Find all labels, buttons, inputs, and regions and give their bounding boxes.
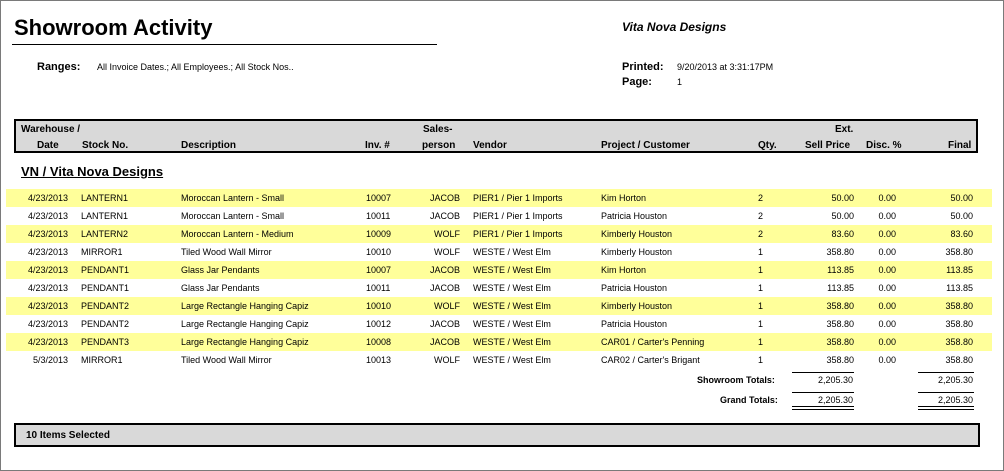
grand-sell-double-rule-2 xyxy=(792,409,854,410)
grand-final-double-rule-2 xyxy=(918,409,974,410)
table-row xyxy=(6,189,992,207)
table-row xyxy=(6,279,992,297)
row-description: Moroccan Lantern - Small xyxy=(181,193,285,203)
table-row xyxy=(6,243,992,261)
row-vendor: WESTE / West Elm xyxy=(473,247,551,257)
row-disc: 0.00 xyxy=(878,193,896,203)
row-customer: CAR02 / Carter's Brigant xyxy=(601,355,700,365)
row-customer: Patricia Houston xyxy=(601,319,668,329)
row-vendor: PIER1 / Pier 1 Imports xyxy=(473,229,563,239)
row-date: 4/23/2013 xyxy=(27,247,68,257)
showroom-final-total: 2,205.30 xyxy=(937,375,973,385)
row-vendor: WESTE / West Elm xyxy=(473,283,551,293)
row-final: 358.80 xyxy=(945,301,973,311)
row-description: Glass Jar Pendants xyxy=(181,283,260,293)
row-invoice: 10012 xyxy=(366,319,392,329)
table-row xyxy=(6,261,992,279)
row-description: Large Rectangle Hanging Capiz xyxy=(181,319,309,329)
showroom-final-rule xyxy=(918,372,974,373)
row-disc: 0.00 xyxy=(878,355,896,365)
row-vendor: PIER1 / Pier 1 Imports xyxy=(473,193,563,203)
printed-label: Printed: xyxy=(622,61,664,73)
row-date: 4/23/2013 xyxy=(27,229,68,239)
title-underline xyxy=(12,44,437,45)
row-qty: 1 xyxy=(758,265,764,275)
row-customer: Kimberly Houston xyxy=(601,301,673,311)
column-header-ext: Ext. xyxy=(835,124,854,135)
row-customer: CAR01 / Carter's Penning xyxy=(601,337,705,347)
row-salesperson: WOLF xyxy=(434,355,460,365)
row-final: 50.00 xyxy=(950,211,973,221)
row-disc: 0.00 xyxy=(878,319,896,329)
company-name: Vita Nova Designs xyxy=(622,20,727,34)
row-qty: 1 xyxy=(758,247,764,257)
row-salesperson: JACOB xyxy=(429,193,460,203)
group-title: VN / Vita Nova Designs xyxy=(21,164,164,179)
row-customer: Patricia Houston xyxy=(601,211,668,221)
row-salesperson: JACOB xyxy=(429,319,460,329)
row-disc: 0.00 xyxy=(878,211,896,221)
row-customer: Kimberly Houston xyxy=(601,247,673,257)
row-salesperson: JACOB xyxy=(429,337,460,347)
row-salesperson: JACOB xyxy=(429,283,460,293)
column-header-vendor: Vendor xyxy=(473,140,507,151)
row-final: 358.80 xyxy=(945,337,973,347)
items-selected-count: 10 Items Selected xyxy=(26,430,110,441)
row-date: 4/23/2013 xyxy=(27,211,68,221)
row-invoice: 10007 xyxy=(366,265,392,275)
row-vendor: WESTE / West Elm xyxy=(473,319,551,329)
row-invoice: 10010 xyxy=(366,247,392,257)
showroom-sell-total: 2,205.30 xyxy=(817,375,853,385)
table-row xyxy=(6,225,992,243)
row-final: 50.00 xyxy=(950,193,973,203)
row-invoice: 10007 xyxy=(366,193,392,203)
row-date: 4/23/2013 xyxy=(27,283,68,293)
column-header-qty: Qty. xyxy=(758,140,777,151)
row-description: Tiled Wood Wall Mirror xyxy=(181,247,272,257)
row-invoice: 10013 xyxy=(366,355,392,365)
row-qty: 1 xyxy=(758,355,764,365)
row-qty: 1 xyxy=(758,301,764,311)
row-final: 83.60 xyxy=(950,229,973,239)
column-header-date: Date xyxy=(37,140,59,151)
row-customer: Kim Horton xyxy=(601,193,647,203)
table-row xyxy=(6,333,992,351)
row-description: Glass Jar Pendants xyxy=(181,265,260,275)
row-stock-no: PENDANT2 xyxy=(81,301,130,311)
grand-sell-total: 2,205.30 xyxy=(817,395,853,405)
page-value: 1 xyxy=(677,77,683,87)
grand-final-total: 2,205.30 xyxy=(937,395,973,405)
row-final: 358.80 xyxy=(945,355,973,365)
row-sell-price: 358.80 xyxy=(826,301,854,311)
row-disc: 0.00 xyxy=(878,247,896,257)
row-customer: Patricia Houston xyxy=(601,283,668,293)
row-stock-no: LANTERN1 xyxy=(81,193,129,203)
row-date: 4/23/2013 xyxy=(27,337,68,347)
row-vendor: WESTE / West Elm xyxy=(473,355,551,365)
table-row xyxy=(6,207,992,225)
column-header-disc: Disc. % xyxy=(866,140,902,151)
row-stock-no: PENDANT2 xyxy=(81,319,130,329)
row-stock-no: PENDANT1 xyxy=(81,283,130,293)
row-disc: 0.00 xyxy=(878,337,896,347)
row-final: 358.80 xyxy=(945,319,973,329)
row-salesperson: JACOB xyxy=(429,265,460,275)
column-header-final: Final xyxy=(948,140,972,151)
row-sell-price: 113.85 xyxy=(827,265,854,275)
row-qty: 2 xyxy=(758,193,764,203)
row-qty: 2 xyxy=(758,211,764,221)
row-invoice: 10008 xyxy=(366,337,392,347)
ranges-label: Ranges: xyxy=(37,61,81,73)
table-row xyxy=(6,351,992,369)
column-header-bar xyxy=(14,119,978,153)
row-sell-price: 358.80 xyxy=(826,355,854,365)
column-header-description: Description xyxy=(181,140,237,151)
grand-final-double-rule-1 xyxy=(918,406,974,407)
ranges-value: All Invoice Dates.; All Employees.; All Stock Nos.. xyxy=(97,62,294,72)
row-stock-no: MIRROR1 xyxy=(81,355,123,365)
row-salesperson: WOLF xyxy=(434,229,460,239)
row-description: Large Rectangle Hanging Capiz xyxy=(181,301,309,311)
row-date: 4/23/2013 xyxy=(27,301,68,311)
row-sell-price: 358.80 xyxy=(826,247,854,257)
column-header-project-customer: Project / Customer xyxy=(601,140,690,151)
row-sell-price: 50.00 xyxy=(831,193,854,203)
row-final: 358.80 xyxy=(945,247,973,257)
row-invoice: 10011 xyxy=(366,211,391,221)
row-vendor: WESTE / West Elm xyxy=(473,337,551,347)
showroom-totals-label: Showroom Totals: xyxy=(697,375,775,385)
table-row xyxy=(6,297,992,315)
row-description: Tiled Wood Wall Mirror xyxy=(181,355,272,365)
row-invoice: 10009 xyxy=(366,229,392,239)
row-description: Large Rectangle Hanging Capiz xyxy=(181,337,309,347)
row-description: Moroccan Lantern - Small xyxy=(181,211,285,221)
row-final: 113.85 xyxy=(946,283,973,293)
column-header-sell-price: Sell Price xyxy=(805,140,851,151)
row-date: 5/3/2013 xyxy=(32,355,68,365)
row-salesperson: JACOB xyxy=(429,211,460,221)
column-header-sales-top: Sales- xyxy=(423,124,453,135)
row-qty: 1 xyxy=(758,319,764,329)
row-disc: 0.00 xyxy=(878,265,896,275)
row-customer: Kimberly Houston xyxy=(601,229,673,239)
printed-value: 9/20/2013 at 3:31:17PM xyxy=(677,62,774,72)
row-qty: 1 xyxy=(758,337,764,347)
row-vendor: WESTE / West Elm xyxy=(473,265,551,275)
row-sell-price: 113.85 xyxy=(827,283,854,293)
row-date: 4/23/2013 xyxy=(27,319,68,329)
row-stock-no: PENDANT1 xyxy=(81,265,130,275)
row-description: Moroccan Lantern - Medium xyxy=(181,229,294,239)
column-header-sales-bottom: person xyxy=(422,140,456,151)
row-date: 4/23/2013 xyxy=(27,265,68,275)
row-invoice: 10010 xyxy=(366,301,392,311)
grand-sell-double-rule-1 xyxy=(792,406,854,407)
row-customer: Kim Horton xyxy=(601,265,647,275)
row-final: 113.85 xyxy=(946,265,973,275)
row-sell-price: 83.60 xyxy=(831,229,854,239)
row-sell-price: 358.80 xyxy=(826,337,854,347)
row-qty: 2 xyxy=(758,229,764,239)
row-stock-no: MIRROR1 xyxy=(81,247,123,257)
grand-final-top-rule xyxy=(918,392,974,393)
column-header-warehouse: Warehouse / xyxy=(21,124,81,135)
row-vendor: WESTE / West Elm xyxy=(473,301,551,311)
row-qty: 1 xyxy=(758,283,764,293)
row-stock-no: LANTERN2 xyxy=(81,229,129,239)
column-header-stock-no: Stock No. xyxy=(82,140,129,151)
grand-sell-top-rule xyxy=(792,392,854,393)
row-salesperson: WOLF xyxy=(434,301,460,311)
column-header-invoice: Inv. # xyxy=(365,140,390,151)
row-vendor: PIER1 / Pier 1 Imports xyxy=(473,211,563,221)
row-stock-no: LANTERN1 xyxy=(81,211,129,221)
row-salesperson: WOLF xyxy=(434,247,460,257)
row-sell-price: 50.00 xyxy=(831,211,854,221)
row-date: 4/23/2013 xyxy=(27,193,68,203)
showroom-sell-rule xyxy=(792,372,854,373)
grand-totals-label: Grand Totals: xyxy=(720,395,778,405)
row-sell-price: 358.80 xyxy=(826,319,854,329)
footer-bar xyxy=(14,423,980,447)
row-invoice: 10011 xyxy=(366,283,391,293)
row-disc: 0.00 xyxy=(878,229,896,239)
table-row xyxy=(6,315,992,333)
row-disc: 0.00 xyxy=(878,301,896,311)
report-title: Showroom Activity xyxy=(14,15,213,40)
row-disc: 0.00 xyxy=(878,283,896,293)
page-label: Page: xyxy=(622,76,652,88)
row-stock-no: PENDANT3 xyxy=(81,337,130,347)
